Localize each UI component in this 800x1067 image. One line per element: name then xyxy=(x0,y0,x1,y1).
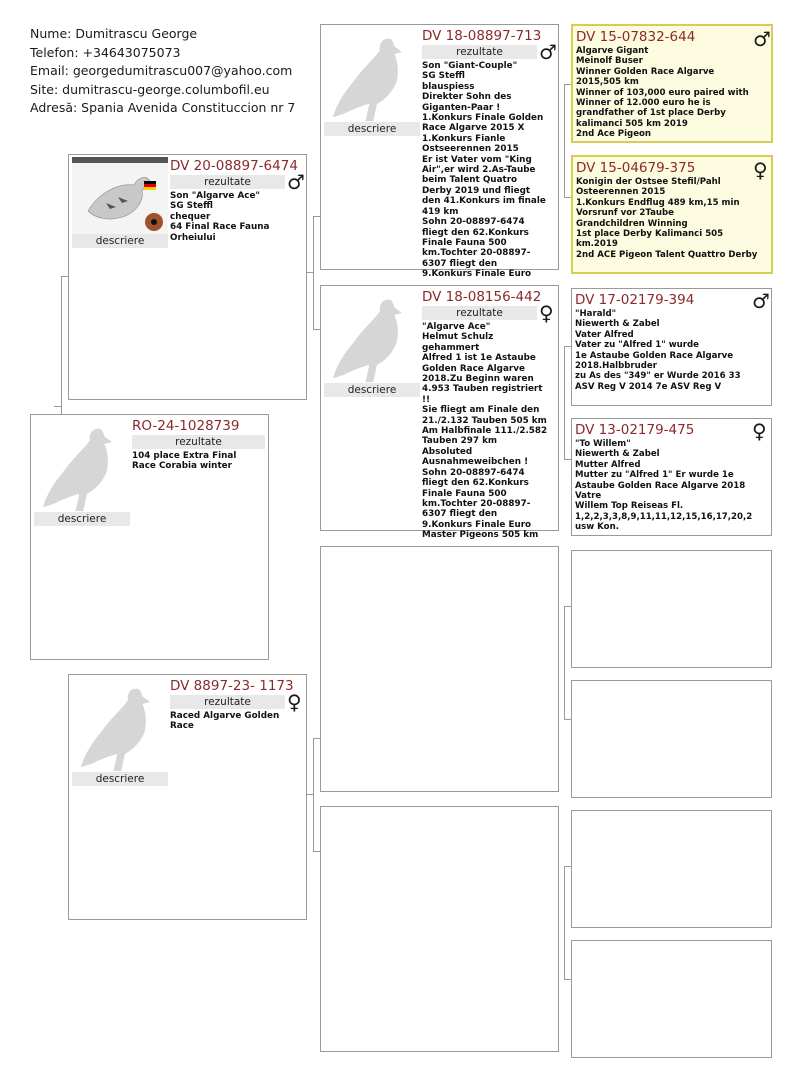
info-line: 9.Konkurs Finale Euro xyxy=(422,519,532,530)
info-line: ASV Reg V 2014 7e ASV Reg V xyxy=(575,381,722,392)
info-line: 1,2,2,3,3,8,9,11,11,12,15,16,17,20,2 xyxy=(575,511,753,522)
pigeon-silhouette-icon xyxy=(39,419,135,515)
info-line: Master Pigeons 505 km xyxy=(422,530,539,541)
info-line: Sohn 20-08897-6474 xyxy=(422,467,525,478)
info-line: 2nd Ace Pigeon xyxy=(576,129,652,140)
info-line: 2nd ACE Pigeon Talent Quattro Derby xyxy=(576,249,758,260)
info-line: Raced Algarve Golden xyxy=(170,711,280,721)
info-line: zu As des "349" er Wurde 2016 33 xyxy=(575,371,741,382)
info-line: Mutter zu "Alfred 1" Er wurde 1e xyxy=(575,470,734,481)
info-line: km.Tochter 20-08897- xyxy=(422,498,531,509)
info-line: Algarve Gigant xyxy=(576,46,649,56)
info-line: 64 Final Race Fauna xyxy=(170,222,270,233)
pigeon-card-empty xyxy=(571,810,772,928)
pigeon-card-empty xyxy=(571,940,772,1058)
info-line: SG Steffl xyxy=(170,201,213,212)
pigeon-card-empty xyxy=(320,546,559,792)
ring-number[interactable]: DV 15-04679-375 xyxy=(576,160,696,176)
owner-name: Nume: Dumitrascu George xyxy=(30,26,198,41)
info-line: 104 place Extra Final xyxy=(132,451,237,461)
info-line: Finale Fauna 500 xyxy=(422,237,507,248)
info-line: Am Halbfinale 111./2.582 xyxy=(422,426,548,437)
pigeon-card-sire-sire[interactable] xyxy=(320,24,559,280)
pigeon-info xyxy=(170,711,304,916)
info-line: Grandchildren Winning xyxy=(576,218,688,229)
info-line: Direkter Sohn des xyxy=(422,92,512,103)
info-line: 1e Astaube Golden Race Algarve xyxy=(575,350,734,361)
info-line: !! xyxy=(422,394,431,405)
results-button[interactable]: rezultate xyxy=(422,306,537,320)
connector-stub xyxy=(54,406,61,407)
description-button[interactable]: descriere xyxy=(72,772,168,786)
connector-stub xyxy=(306,272,313,273)
info-line: Finale Fauna 500 xyxy=(422,488,507,499)
info-line: Race Corabia winter xyxy=(132,461,232,472)
female-icon: ♀ xyxy=(752,419,767,443)
ring-number[interactable]: DV 18-08897-713 xyxy=(422,28,542,44)
connector-stub xyxy=(306,794,313,795)
info-line: SG Steffl xyxy=(422,71,465,82)
info-line: Osteerennen 2015 xyxy=(576,187,666,198)
info-line: Vater zu "Alfred 1" wurde xyxy=(575,340,700,351)
pigeon-info xyxy=(170,191,304,396)
pigeon-card-empty xyxy=(571,680,772,798)
male-icon: ♂ xyxy=(539,40,557,64)
connector-dam xyxy=(313,738,320,852)
pigeon-card-dam[interactable] xyxy=(68,674,307,920)
male-icon: ♂ xyxy=(752,289,770,313)
connector-sire xyxy=(313,216,320,330)
info-line: Tauben 297 km xyxy=(422,436,498,447)
description-button[interactable]: descriere xyxy=(72,234,168,248)
pigeon-card-sire[interactable] xyxy=(68,154,307,400)
info-line: Konigin der Ostsee Stefil/Pahl xyxy=(576,177,721,187)
ring-number[interactable]: DV 15-07832-644 xyxy=(576,29,696,45)
pigeon-card-empty xyxy=(320,806,559,1052)
pigeon-info xyxy=(422,61,556,280)
pigeon-info xyxy=(575,439,771,533)
female-icon: ♀ xyxy=(287,690,302,714)
info-line: 4.953 Tauben registriert xyxy=(422,384,543,395)
info-line: Golden Race Algarve xyxy=(422,363,525,374)
info-line: "Algarve Ace" xyxy=(422,322,491,332)
male-icon: ♂ xyxy=(287,170,305,194)
info-line: 2018.Halbbruder xyxy=(575,361,657,372)
info-line: Sohn 20-08897-6474 xyxy=(422,217,525,228)
results-button[interactable]: rezultate xyxy=(422,45,537,59)
info-line: Ausnahmeweibchen ! xyxy=(422,457,529,468)
info-line: grandfather of 1st place Derby xyxy=(576,108,726,119)
pigeon-silhouette-icon xyxy=(329,290,425,386)
connector-empty-1 xyxy=(564,606,571,720)
info-line: Giganten-Paar ! xyxy=(422,102,501,113)
info-line: beim Talent Quatro xyxy=(422,175,518,186)
ring-number[interactable]: DV 20-08897-6474 xyxy=(170,158,298,174)
pigeon-info xyxy=(422,322,556,541)
connector-sire-dam xyxy=(564,346,571,460)
ring-number[interactable]: DV 8897-23- 1173 xyxy=(170,678,294,694)
pigeon-card-empty xyxy=(571,550,772,668)
description-button[interactable]: descriere xyxy=(34,512,130,526)
info-line: chequer xyxy=(170,211,211,222)
info-line: Absoluted xyxy=(422,446,473,457)
info-line: Alfred 1 ist 1e Astaube xyxy=(422,353,536,364)
pigeon-card-subject[interactable] xyxy=(30,414,269,660)
info-line: Willem Top Reiseas Fl. xyxy=(575,501,684,512)
owner-address: Adresă: Spania Avenida Constituccion nr 7 xyxy=(30,100,296,115)
description-button[interactable]: descriere xyxy=(324,122,420,136)
info-line: 6307 fliegt den xyxy=(422,509,498,520)
info-line: "To Willem" xyxy=(575,439,631,449)
info-line: 2018.Zu Beginn waren xyxy=(422,374,534,385)
info-line: 1.Konkurs Endflug 489 km,15 min xyxy=(576,197,740,208)
info-line: fliegt den 62.Konkurs xyxy=(422,478,529,489)
pigeon-info xyxy=(576,46,770,140)
pigeon-info xyxy=(132,451,266,656)
info-line: Vater Alfred xyxy=(575,329,634,340)
info-line: 2015,505 km xyxy=(576,77,639,88)
info-line: Niewerth & Zabel xyxy=(575,449,660,460)
info-line: kalimanci 505 km 2019 xyxy=(576,118,688,129)
pigeon-silhouette-icon xyxy=(77,679,173,775)
info-line: 419 km xyxy=(422,206,459,217)
results-button[interactable]: rezultate xyxy=(132,435,265,449)
pigeon-silhouette-icon xyxy=(329,29,425,125)
info-line: Son "Algarve Ace" xyxy=(170,191,261,201)
pigeon-info xyxy=(575,309,769,403)
info-line: 6307 fliegt den xyxy=(422,258,498,269)
info-line: Niewerth & Zabel xyxy=(575,319,660,330)
info-line: Race Algarve 2015 X xyxy=(422,123,525,134)
info-line: gehammert xyxy=(422,342,480,353)
male-icon: ♂ xyxy=(753,27,771,51)
flag-icon xyxy=(144,181,156,190)
info-line: blauspiess xyxy=(422,81,475,92)
owner-info xyxy=(30,25,295,118)
owner-phone: Telefon: +34643075073 xyxy=(30,44,181,60)
pigeon-card-sire-dam[interactable] xyxy=(320,285,559,541)
results-button[interactable]: rezultate xyxy=(170,175,285,189)
results-button[interactable]: rezultate xyxy=(170,695,285,709)
info-line: usw Kon. xyxy=(575,522,619,533)
ring-number[interactable]: RO-24-1028739 xyxy=(132,418,240,434)
info-line: Mutter Alfred xyxy=(575,459,641,470)
info-line: Vatre xyxy=(575,491,602,502)
info-line: Vorsrunf vor 2Taube xyxy=(576,208,675,219)
info-line: Meinolf Buser xyxy=(576,56,643,67)
info-line: Winner of 12.000 euro he is xyxy=(576,98,711,109)
info-line: 9.Konkurs Finale Euro xyxy=(422,269,532,280)
pigeon-info xyxy=(576,177,770,271)
info-line: km.2019 xyxy=(576,239,618,250)
female-icon: ♀ xyxy=(539,301,554,325)
info-line: Son "Giant-Couple" xyxy=(422,61,518,71)
info-line: Air",er wird 2.As-Taube xyxy=(422,165,536,176)
info-line: Sie fliegt am Finale den xyxy=(422,405,540,416)
info-line: Winner of 103,000 euro paired with xyxy=(576,87,749,98)
info-line: Ostseerennen 2015 xyxy=(422,144,519,155)
info-line: Orheiului xyxy=(170,232,216,243)
info-line: Er ist Vater vom "King xyxy=(422,154,532,165)
info-line: fliegt den 62.Konkurs xyxy=(422,227,529,238)
connector-empty-2 xyxy=(564,866,571,980)
info-line: 1.Konkurs Finale Golden xyxy=(422,113,544,124)
female-icon: ♀ xyxy=(753,158,768,182)
info-line: "Harald" xyxy=(575,309,617,319)
info-line: 21./2.132 Tauben 505 km xyxy=(422,415,547,426)
ring-number[interactable]: DV 13-02179-475 xyxy=(575,422,695,438)
pigeon-card-sire-dam-sire[interactable] xyxy=(571,288,772,406)
owner-site[interactable]: Site: dumitrascu-george.columbofil.eu xyxy=(30,81,270,97)
info-line: km.Tochter 20-08897- xyxy=(422,248,531,259)
connector-sire-sire xyxy=(564,84,571,198)
info-line: 1.Konkurs Fianle xyxy=(422,133,506,144)
info-line: 1st place Derby Kalimanci 505 xyxy=(576,229,724,240)
ring-number[interactable]: DV 17-02179-394 xyxy=(575,292,695,308)
ring-number[interactable]: DV 18-08156-442 xyxy=(422,289,542,305)
info-line: Astaube Golden Race Algarve 2018 xyxy=(575,480,746,491)
info-line: Winner Golden Race Algarve xyxy=(576,66,715,77)
info-line: Helmut Schulz xyxy=(422,332,494,343)
pigeon-photo xyxy=(72,157,168,236)
pigeon-card-sire-sire-dam[interactable] xyxy=(571,155,773,274)
info-line: den 41.Konkurs im finale xyxy=(422,196,546,207)
pigeon-card-sire-sire-sire[interactable] xyxy=(571,24,773,143)
description-button[interactable]: descriere xyxy=(324,383,420,397)
owner-email[interactable]: Email: georgedumitrascu007@yahoo.com xyxy=(30,63,293,78)
pigeon-card-sire-dam-dam[interactable] xyxy=(571,418,772,536)
info-line: Derby 2019 und fliegt xyxy=(422,185,531,196)
info-line: Race xyxy=(170,721,194,732)
